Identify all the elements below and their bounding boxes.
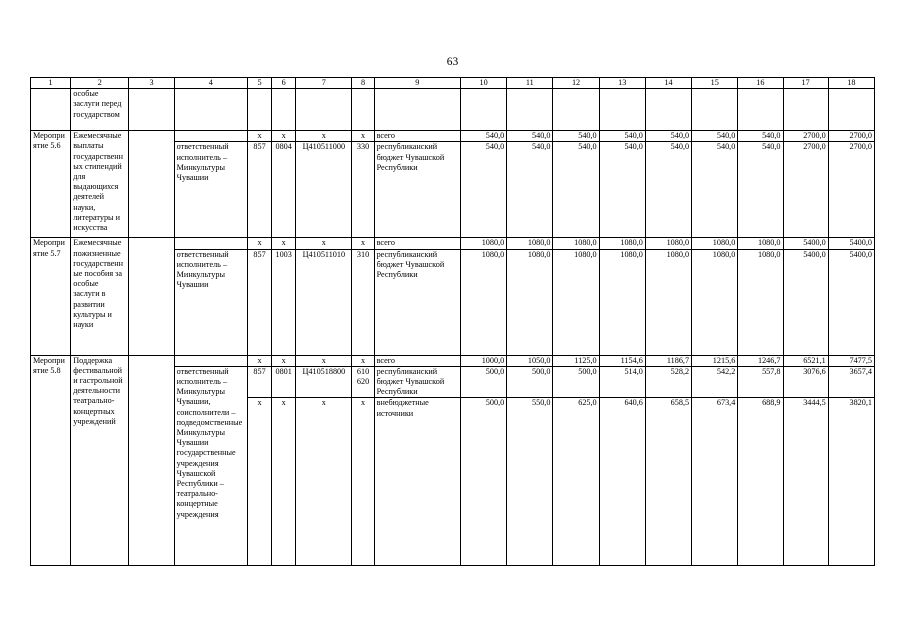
value-cell: 3444,5: [783, 398, 828, 566]
cell: 1003: [272, 249, 296, 355]
col-header: 5: [248, 78, 272, 89]
cell: [352, 366, 374, 398]
cell: x: [296, 398, 352, 566]
cell: x: [352, 131, 374, 142]
cell: 0804: [272, 142, 296, 238]
col-header: 2: [71, 78, 129, 89]
header-row: [31, 78, 875, 89]
col-header: 4: [174, 78, 247, 89]
value-cell: 1154,6: [599, 355, 645, 366]
col-header: 10: [460, 78, 506, 89]
value-cell: 1080,0: [645, 238, 691, 249]
value-cell: 5400,0: [783, 238, 828, 249]
value-cell: 540,0: [460, 142, 506, 238]
value-cell: 5400,0: [783, 249, 828, 355]
value-cell: 514,0: [599, 366, 645, 398]
value-cell: 5400,0: [828, 249, 874, 355]
value-cell: 688,9: [738, 398, 783, 566]
value-cell: 528,2: [645, 366, 691, 398]
cell: x: [352, 398, 374, 566]
executor: ответственный исполнитель – Минкультуры Чувашии: [174, 249, 247, 355]
funding-source: республиканский бюджет Чувашской Республики: [374, 142, 460, 238]
value-cell: 540,0: [738, 131, 783, 142]
col-header: 12: [553, 78, 599, 89]
cell: x: [272, 238, 296, 249]
value-cell: 6521,1: [783, 355, 828, 366]
measure-name: Ежемесячные пожизненные государственные пособия за особые заслуги в развитии культуры и науки: [71, 238, 129, 355]
value-cell: 1050,0: [507, 355, 553, 366]
cell: x: [296, 131, 352, 142]
value-cell: 658,5: [645, 398, 691, 566]
value-cell: 540,0: [553, 142, 599, 238]
value-cell: 500,0: [553, 366, 599, 398]
cell: 0801: [272, 366, 296, 398]
funding-source: внебюджетные источники: [374, 398, 460, 566]
value-cell: 542,2: [692, 366, 738, 398]
value-cell: 540,0: [645, 131, 691, 142]
value-cell: 540,0: [738, 142, 783, 238]
col-header: 8: [352, 78, 374, 89]
cell: x: [248, 398, 272, 566]
value-cell: 540,0: [599, 131, 645, 142]
value-cell: 540,0: [599, 142, 645, 238]
value-cell: 1246,7: [738, 355, 783, 366]
value-cell: 500,0: [460, 366, 506, 398]
measure-id: Мероприятие 5.7: [31, 238, 71, 355]
value-cell: 540,0: [507, 142, 553, 238]
value-cell: 1080,0: [738, 238, 783, 249]
cell: 857: [248, 142, 272, 238]
value-cell: 540,0: [507, 131, 553, 142]
value-cell: 3076,6: [783, 366, 828, 398]
executor: ответственный исполнитель – Минкультуры Чувашии, соисполнители – подведомственные Минкультуры Чувашии государственные учреждения Чувашской Республики – театрально-концертные учреждения: [174, 366, 247, 566]
measure-name: Ежемесячные выплаты государственных стипендий для выдающихся деятелей науки, литературы и искусства: [71, 131, 129, 238]
value-cell: 1080,0: [599, 249, 645, 355]
table-row: [31, 355, 875, 366]
cell: x: [248, 238, 272, 249]
cell: x: [248, 355, 272, 366]
value-cell: 1080,0: [507, 249, 553, 355]
measure-name: особые заслуги перед государством: [71, 89, 129, 131]
value-cell: 625,0: [553, 398, 599, 566]
value-cell: 1080,0: [692, 249, 738, 355]
value-cell: 640,6: [599, 398, 645, 566]
col-header: 15: [692, 78, 738, 89]
continuation-row: [31, 89, 875, 131]
funding-source: всего: [374, 238, 460, 249]
cell-code: 620: [356, 377, 370, 387]
col-header: 9: [374, 78, 460, 89]
cell: 310: [352, 249, 374, 355]
col-header: 18: [828, 78, 874, 89]
col-header: 7: [296, 78, 352, 89]
funding-source: республиканский бюджет Чувашской Республики: [374, 366, 460, 398]
value-cell: 500,0: [460, 398, 506, 566]
col-header: 17: [783, 78, 828, 89]
value-cell: 2700,0: [828, 131, 874, 142]
cell: x: [296, 355, 352, 366]
value-cell: 673,4: [692, 398, 738, 566]
cell: 857: [248, 366, 272, 398]
col-header: 3: [129, 78, 174, 89]
page-number: 63: [446, 56, 459, 68]
col-header: 11: [507, 78, 553, 89]
col-header: 16: [738, 78, 783, 89]
cell: 857: [248, 249, 272, 355]
cell: x: [296, 238, 352, 249]
col-header: 14: [645, 78, 691, 89]
cell: x: [272, 398, 296, 566]
funding-source: республиканский бюджет Чувашской Республики: [374, 249, 460, 355]
value-cell: 500,0: [507, 366, 553, 398]
value-cell: 1080,0: [738, 249, 783, 355]
value-cell: 5400,0: [828, 238, 874, 249]
cell: x: [352, 238, 374, 249]
value-cell: 1080,0: [460, 238, 506, 249]
value-cell: 1080,0: [692, 238, 738, 249]
value-cell: 2700,0: [828, 142, 874, 238]
value-cell: 540,0: [692, 131, 738, 142]
value-cell: 540,0: [692, 142, 738, 238]
value-cell: 1080,0: [599, 238, 645, 249]
cell: x: [272, 131, 296, 142]
value-cell: 3657,4: [828, 366, 874, 398]
value-cell: 540,0: [553, 131, 599, 142]
col-header: 13: [599, 78, 645, 89]
table-row: [31, 131, 875, 142]
value-cell: 557,8: [738, 366, 783, 398]
value-cell: 1000,0: [460, 355, 506, 366]
cell: x: [248, 131, 272, 142]
value-cell: 2700,0: [783, 131, 828, 142]
measure-id: Мероприятие 5.8: [31, 355, 71, 566]
cell: x: [352, 355, 374, 366]
value-cell: 2700,0: [783, 142, 828, 238]
value-cell: 1080,0: [507, 238, 553, 249]
measure-name: Поддержка фестивальной и гастрольной деятельности театрально-концертных учреждений: [71, 355, 129, 566]
measures-table: [30, 77, 875, 566]
value-cell: 540,0: [460, 131, 506, 142]
value-cell: 1080,0: [460, 249, 506, 355]
value-cell: 1080,0: [553, 238, 599, 249]
value-cell: 1080,0: [645, 249, 691, 355]
value-cell: 1186,7: [645, 355, 691, 366]
value-cell: 540,0: [645, 142, 691, 238]
cell: Ц410518800: [296, 366, 352, 398]
table-row: [31, 238, 875, 249]
funding-source: всего: [374, 355, 460, 366]
cell: Ц410511010: [296, 249, 352, 355]
value-cell: 1125,0: [553, 355, 599, 366]
cell: x: [272, 355, 296, 366]
cell-code: 610: [356, 366, 370, 376]
value-cell: 1215,6: [692, 355, 738, 366]
value-cell: 7477,5: [828, 355, 874, 366]
col-header: 6: [272, 78, 296, 89]
measure-id: Мероприятие 5.6: [31, 131, 71, 238]
value-cell: 550,0: [507, 398, 553, 566]
executor: ответственный исполнитель – Минкультуры Чувашии: [174, 142, 247, 238]
col-header: 1: [31, 78, 71, 89]
cell: Ц410511000: [296, 142, 352, 238]
value-cell: 1080,0: [553, 249, 599, 355]
value-cell: 3820,1: [828, 398, 874, 566]
cell: 330: [352, 142, 374, 238]
funding-source: всего: [374, 131, 460, 142]
